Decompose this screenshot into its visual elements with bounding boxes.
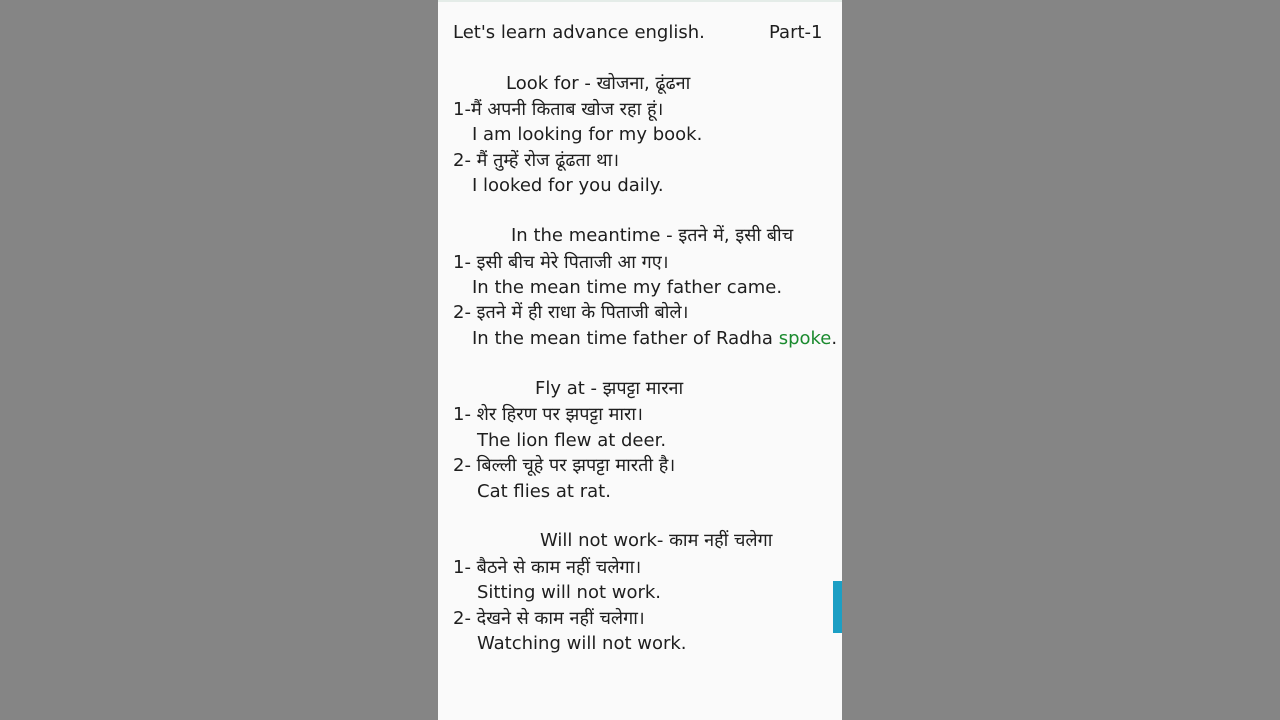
- hindi-sentence: 2- बिल्ली चूहे पर झपट्टा मारती है।: [453, 455, 676, 476]
- hindi-sentence: 2- इतने में ही राधा के पिताजी बोले।: [453, 302, 689, 323]
- hindi-sentence: 2- देखने से काम नहीं चलेगा।: [453, 608, 645, 629]
- phone-screen: [438, 0, 842, 720]
- english-text-end: .: [831, 328, 838, 349]
- english-sentence: Watching will not work.: [477, 633, 687, 654]
- english-sentence: I am looking for my book.: [472, 124, 703, 145]
- page-title: Let's learn advance english.: [453, 22, 705, 43]
- scrollbar-thumb[interactable]: [833, 581, 842, 633]
- section-heading-look-for: Look for - खोजना, ढूंढना: [506, 73, 691, 94]
- english-text: In the mean time father of Radha: [472, 328, 779, 349]
- hindi-sentence: 1- इसी बीच मेरे पिताजी आ गए।: [453, 252, 669, 273]
- english-sentence: I looked for you daily.: [472, 175, 664, 196]
- part-label: Part-1: [769, 22, 823, 43]
- hindi-sentence: 2- मैं तुम्हें रोज ढूंढता था।: [453, 150, 620, 171]
- hindi-sentence: 1- शेर हिरण पर झपट्टा मारा।: [453, 404, 643, 425]
- section-heading-meantime: In the meantime - इतने में, इसी बीच: [511, 225, 794, 246]
- hindi-sentence: 1- बैठने से काम नहीं चलेगा।: [453, 557, 642, 578]
- english-sentence: Cat flies at rat.: [477, 481, 611, 502]
- english-sentence: In the mean time my father came.: [472, 277, 783, 298]
- english-sentence: The lion flew at deer.: [477, 430, 667, 451]
- english-sentence: Sitting will not work.: [477, 582, 662, 603]
- section-heading-will-not-work: Will not work- काम नहीं चलेगा: [540, 530, 773, 551]
- section-heading-fly-at: Fly at - झपट्टा मारना: [535, 378, 684, 399]
- highlighted-word: spoke: [778, 328, 832, 349]
- english-sentence-highlighted: [472, 328, 837, 350]
- hindi-sentence: 1-मैं अपनी किताब खोज रहा हूं।: [453, 99, 664, 120]
